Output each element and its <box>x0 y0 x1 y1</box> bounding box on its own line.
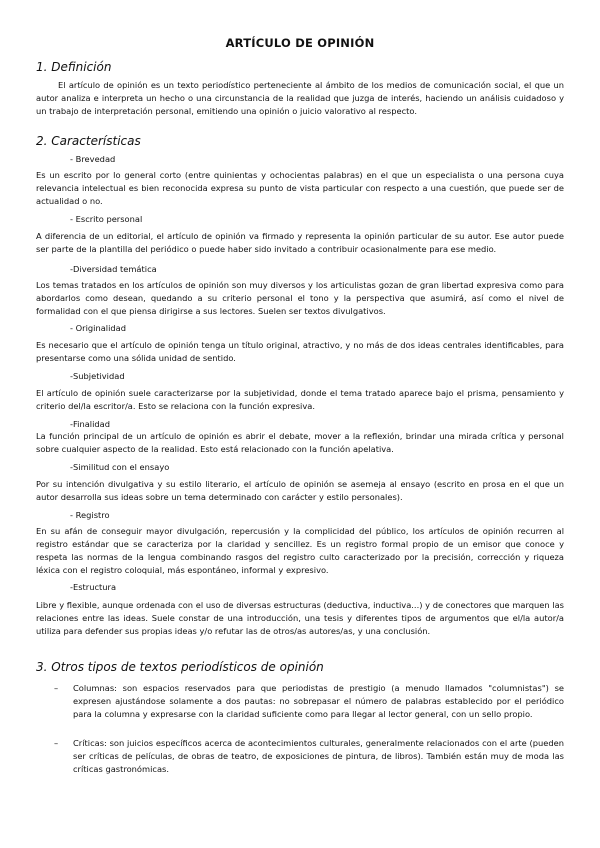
feature-text-escrito-personal: A diferencia de un editorial, el artículo de opinión va firmado y representa la opinión particular de su autor. Ese autor puede ser parte de la plantilla del periódico o puede haber sido invitado a contribuir ocasionalmente para ese medio. <box>36 231 564 254</box>
feature-text-finalidad: La función principal de un artículo de opinión es abrir el debate, mover a la reflexión, brindar una mirada crítica y personal sobre cualquier aspecto de la realidad. Esto está relacionado con la función apelativa. <box>36 431 564 454</box>
bullet-text-columnas: Columnas: son espacios reservados para que periodistas de prestigio (a menudo llamados "columnistas") se expresen ajustándose solamente a dos pautas: no sobrepasar el número de palabras establecido por el periódico para la columna y expresarse con la claridad suficiente como para llegar al lector general, con un sello propio. <box>73 683 564 719</box>
feature-text-subjetividad: El artículo de opinión suele caracterizarse por la subjetividad, donde el tema tratado aparece bajo el prisma, pensamiento y criterio del/la escritor/a. Esto se relaciona con la función expresiva. <box>36 388 564 411</box>
bullet-dash-icon: – <box>54 683 59 693</box>
section-3-heading: 3. Otros tipos de textos periodísticos de opinión <box>36 660 324 674</box>
feature-text-estructura: Libre y flexible, aunque ordenada con el uso de diversas estructuras (deductiva, inductiva...) y de conectores que marquen las relaciones entre las ideas. Suele constar de una introducción, una tesis y diferentes tipos de argumentos que el/la autor/a utiliza para defender sus propias ideas y/o refutar las de otros/as autores/as, y una conclusión. <box>36 600 564 636</box>
feature-text-diversidad: Los temas tratados en los artículos de opinión son muy diversos y los articulistas gozan de gran libertad expresiva como para abordarlos como desean, quedando a su criterio personal el tono y la perspectiva que asumirá, así como el nivel de formalidad con el que piensa dirigirse a sus lectores. Suelen ser textos divulgativos. <box>36 280 564 316</box>
bullet-dash-icon: – <box>54 738 59 748</box>
feature-label-similitud: -Similitud con el ensayo <box>70 462 170 472</box>
feature-label-originalidad: - Originalidad <box>70 323 127 333</box>
bullet-text-criticas: Críticas: son juicios específicos acerca de acontecimientos culturales, generalmente relacionados con el arte (pueden ser críticas de películas, de obras de teatro, de exposiciones de pintura, de libros). También están muy de moda las críticas gastronómicas. <box>73 738 564 774</box>
feature-text-registro: En su afán de conseguir mayor divulgación, repercusión y la complicidad del público, los artículos de opinión recurren al registro estándar que se caracteriza por la claridad y sencillez. Es un registro formal propio de un emisor que conoce y respeta las normas de la lengua combinando rasgos del registro culto caracterizado por la precisión, corrección y riqueza léxica con el registro coloquial, más espontáneo, informal y expresivo. <box>36 526 564 575</box>
feature-text-brevedad: Es un escrito por lo general corto (entre quinientas y ochocientas palabras) en el que un especialista o una persona cuya relevancia intelectual es bien reconocida expresa su punto de vista particular con respecto a una cuestión, que puede ser de actualidad o no. <box>36 170 564 206</box>
document-title: ARTÍCULO DE OPINIÓN <box>225 36 375 50</box>
feature-label-brevedad: - Brevedad <box>70 154 116 164</box>
section-2-heading: 2. Características <box>36 134 141 148</box>
section-1-heading: 1. Definición <box>36 60 112 74</box>
section-1-paragraph: El artículo de opinión es un texto periodístico perteneciente al ámbito de los medios de comunicación social, el que un autor analiza e interpreta un hecho o una circunstancia de la realidad que juzga de interés, haciendo un análisis cuidadoso y un trabajo de interpretación personal, emitiendo una opinión o juicio valorativo al respecto. <box>36 80 564 116</box>
feature-text-originalidad: Es necesario que el artículo de opinión tenga un título original, atractivo, y no más de dos ideas centrales identificables, para presentarse como una sólida unidad de sentido. <box>36 340 564 363</box>
feature-label-diversidad: -Diversidad temática <box>70 264 157 274</box>
feature-label-estructura: -Estructura <box>70 582 117 592</box>
feature-label-escrito-personal: - Escrito personal <box>70 214 143 224</box>
feature-text-similitud: Por su intención divulgativa y su estilo literario, el artículo de opinión se asemeja al ensayo (escrito en prosa en el que un autor desarrolla sus ideas sobre un tema determinado con carácter y estilo personales). <box>36 479 564 502</box>
feature-label-registro: - Registro <box>70 510 110 520</box>
feature-label-finalidad: -Finalidad <box>70 419 111 429</box>
feature-label-subjetividad: -Subjetividad <box>70 371 125 381</box>
